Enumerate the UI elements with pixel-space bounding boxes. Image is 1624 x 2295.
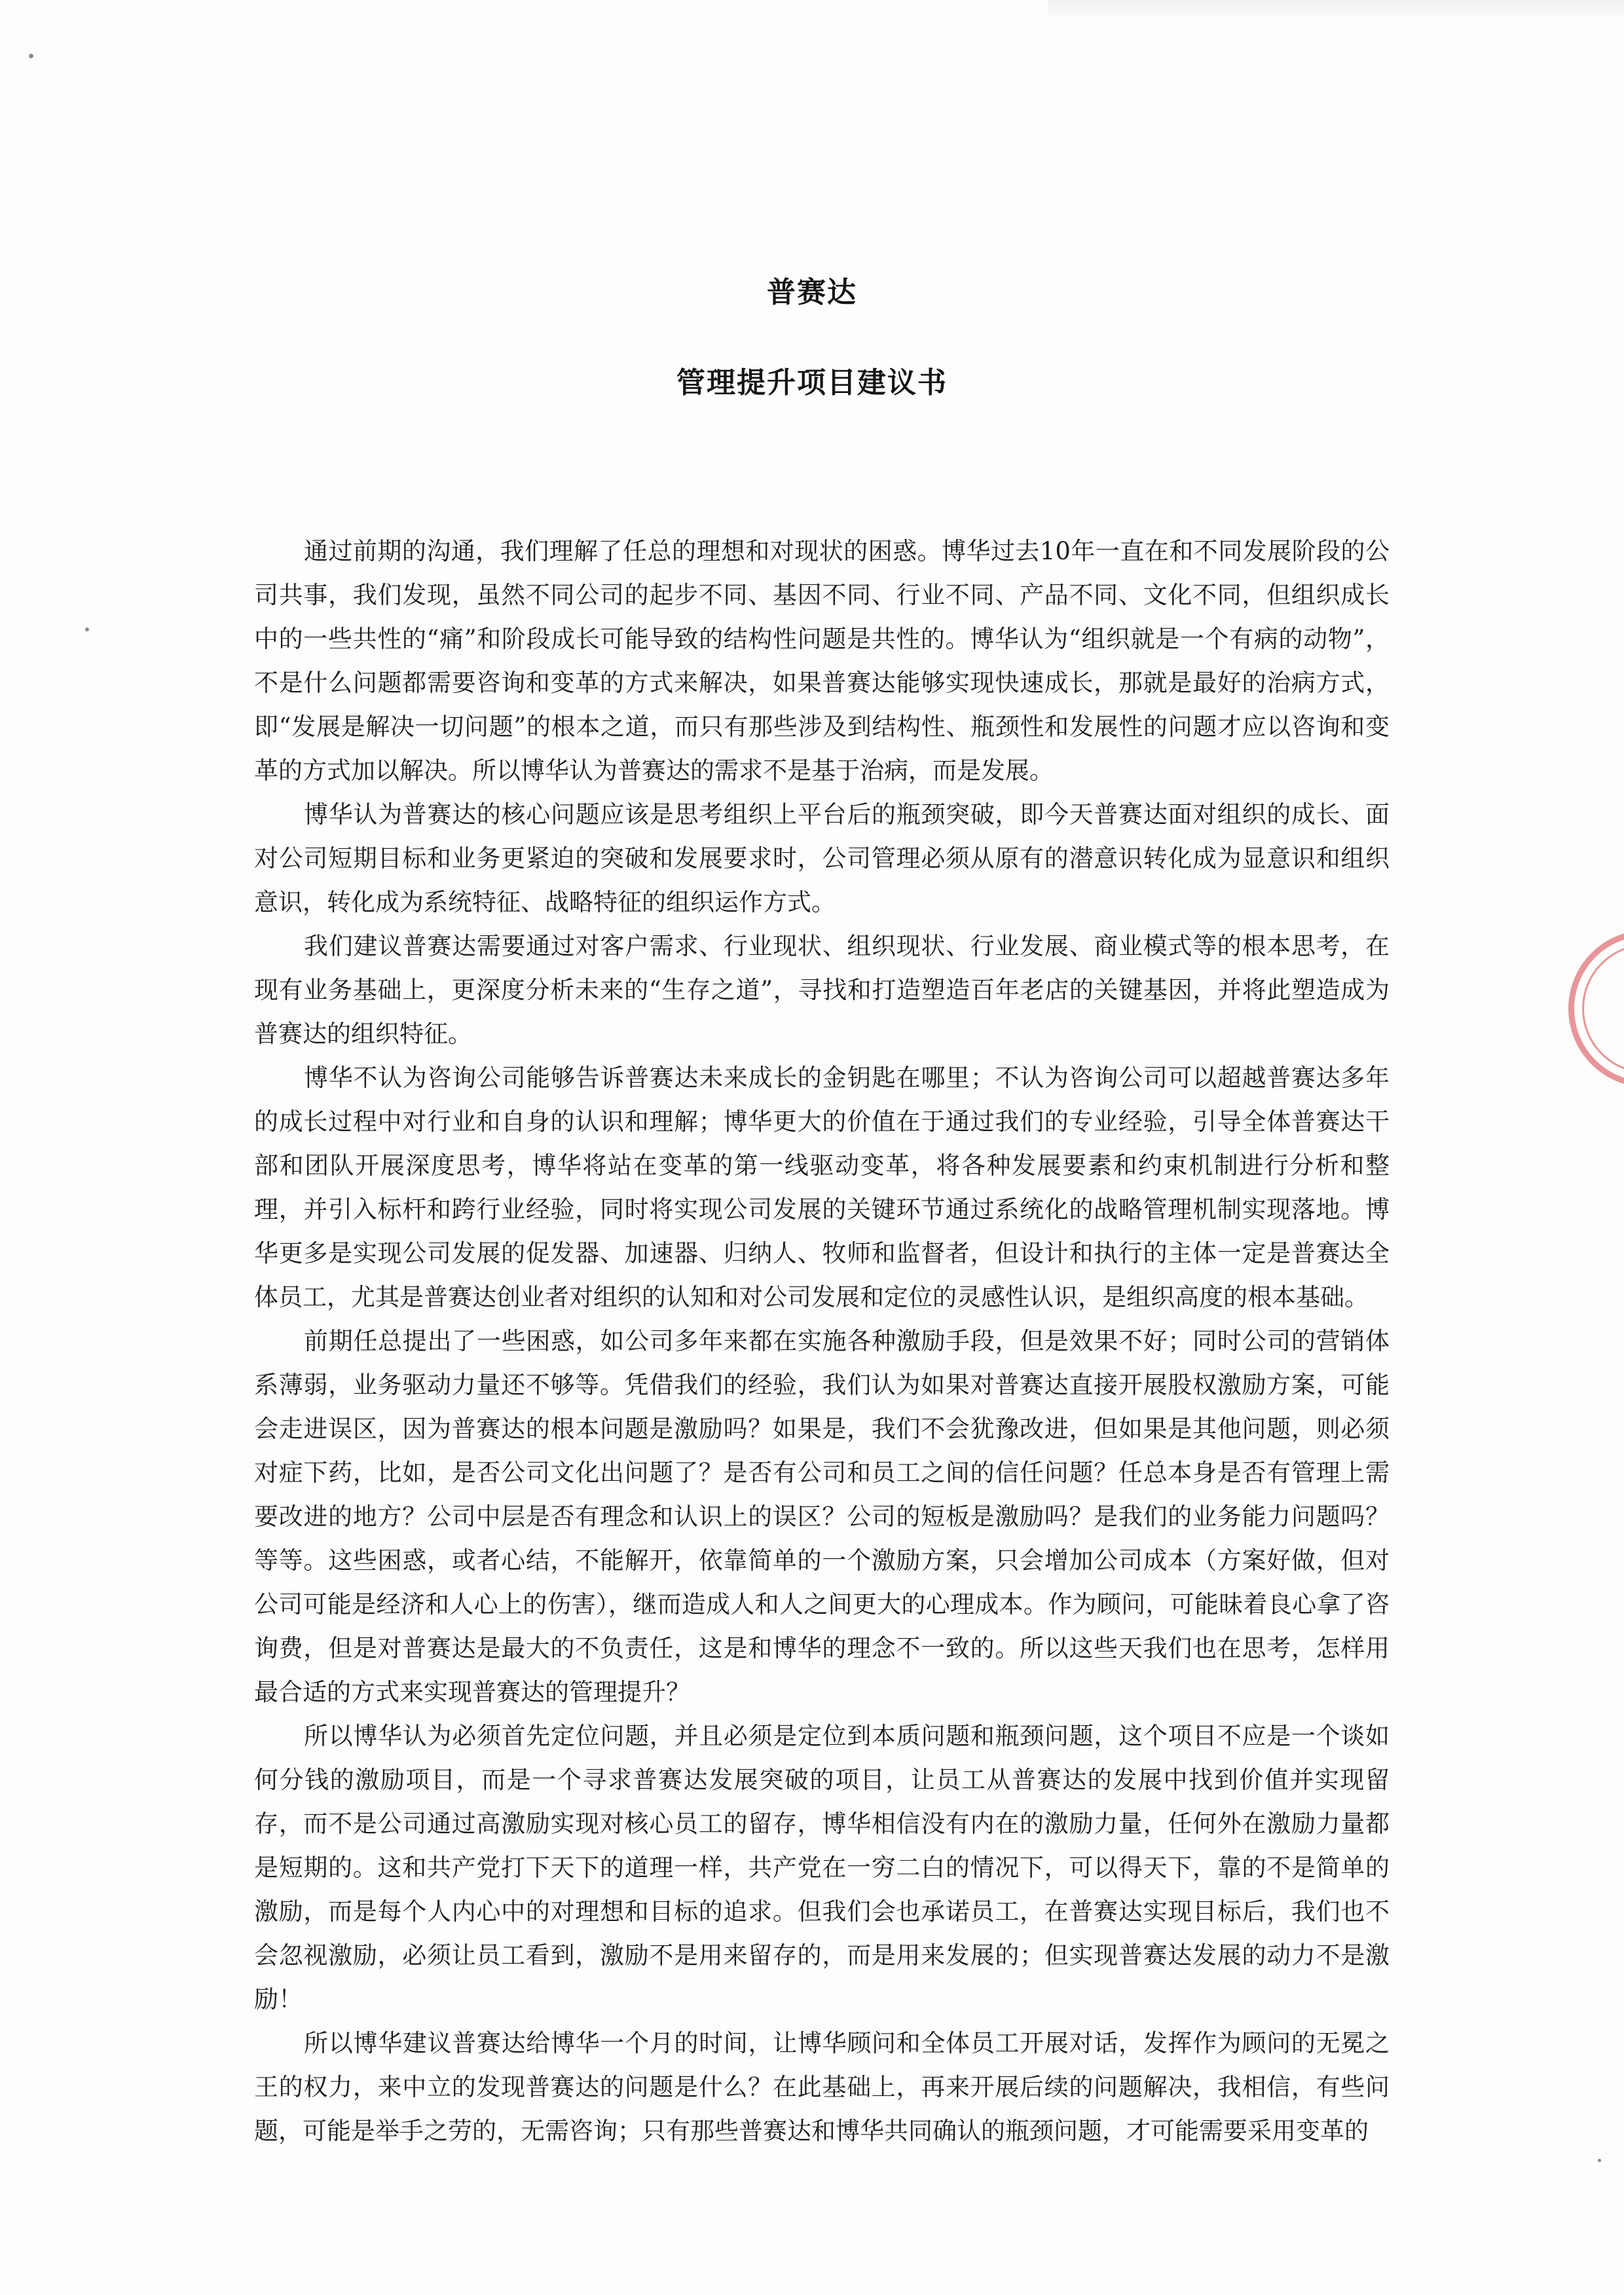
paragraph: 前期任总提出了一些困惑，如公司多年来都在实施各种激励手段，但是效果不好；同时公司的营销体系薄弱，业务驱动力量还不够等。凭借我们的经验，我们认为如果对普赛达直接开展股权激励方案，可能会走进误区，因为普赛达的根本问题是激励吗？如果是，我们不会犹豫改进，但如果是其他问题，则必须对症下药，比如，是否公司文化出问题了？是否有公司和员工之间的信任问题？任总本身是否有管理上需要改进的地方？公司中层是否有理念和认识上的误区？公司的短板是激励吗？是我们的业务能力问题吗？等等。这些困惑，或者心结，不能解开，依靠简单的一个激励方案，只会增加公司成本（方案好做，但对公司可能是经济和人心上的伤害），继而造成人和人之间更大的心理成本。作为顾问，可能昧着良心拿了咨询费，但是对普赛达是最大的不负责任，这是和博华的理念不一致的。所以这些天我们也在思考，怎样用最合适的方式来实现普赛达的管理提升？ [254, 1327, 1390, 1706]
document-body [254, 529, 1390, 2153]
red-seal-inner-ring [1582, 944, 1624, 1073]
scan-speck [29, 54, 33, 58]
paragraph: 我们建议普赛达需要通过对客户需求、行业现状、组织现状、行业发展、商业模式等的根本思考，在现有业务基础上，更深度分析未来的“生存之道”，寻找和打造塑造百年老店的关键基因，并将此塑造成为普赛达的组织特征。 [254, 932, 1390, 1048]
scan-shadow [1048, 0, 1624, 20]
scan-speck [1598, 2159, 1601, 2162]
paragraph: 通过前期的沟通，我们理解了任总的理想和对现状的困惑。博华过去10年一直在和不同发展阶段的公司共事，我们发现，虽然不同公司的起步不同、基因不同、行业不同、产品不同、文化不同，但组织成长中的一些共性的“痛”和阶段成长可能导致的结构性问题是共性的。博华认为“组织就是一个有病的动物”，不是什么问题都需要咨询和变革的方式来解决，如果普赛达能够实现快速成长，那就是最好的治病方式，即“发展是解决一切问题”的根本之道，而只有那些涉及到结构性、瓶颈性和发展性的问题才应以咨询和变革的方式加以解决。所以博华认为普赛达的需求不是基于治病，而是发展。 [254, 537, 1390, 785]
paragraph: 所以博华认为必须首先定位问题，并且必须是定位到本质问题和瓶颈问题，这个项目不应是一个谈如何分钱的激励项目，而是一个寻求普赛达发展突破的项目，让员工从普赛达的发展中找到价值并实现留存，而不是公司通过高激励实现对核心员工的留存，博华相信没有内在的激励力量，任何外在激励力量都是短期的。这和共产党打下天下的道理一样，共产党在一穷二白的情况下，可以得天下，靠的不是简单的激励，而是每个人内心中的对理想和目标的追求。但我们会也承诺员工，在普赛达实现目标后，我们也不会忽视激励，必须让员工看到，激励不是用来留存的，而是用来发展的；但实现普赛达发展的动力不是激励！ [254, 1722, 1390, 2013]
paragraph: 博华认为普赛达的核心问题应该是思考组织上平台后的瓶颈突破，即今天普赛达面对组织的成长、面对公司短期目标和业务更紧迫的突破和发展要求时，公司管理必须从原有的潜意识转化成为显意识和组织意识，转化成为系统特征、战略特征的组织运作方式。 [254, 800, 1390, 916]
paragraph: 博华不认为咨询公司能够告诉普赛达未来成长的金钥匙在哪里；不认为咨询公司可以超越普赛达多年的成长过程中对行业和自身的认识和理解；博华更大的价值在于通过我们的专业经验，引导全体普赛达干部和团队开展深度思考，博华将站在变革的第一线驱动变革，将各种发展要素和约束机制进行分析和整理，并引入标杆和跨行业经验，同时将实现公司发展的关键环节通过系统化的战略管理机制实现落地。博华更多是实现公司发展的促发器、加速器、归纳人、牧师和监督者，但设计和执行的主体一定是普赛达全体员工，尤其是普赛达创业者对组织的认知和对公司发展和定位的灵感性认识，是组织高度的根本基础。 [254, 1064, 1390, 1311]
document-title: 普赛达 [767, 276, 857, 309]
red-seal-stamp [1568, 930, 1624, 1087]
document-subtitle: 管理提升项目建议书 [676, 366, 948, 400]
scan-speck [85, 627, 89, 631]
paragraph: 所以博华建议普赛达给博华一个月的时间，让博华顾问和全体员工开展对话，发挥作为顾问的无冕之王的权力，来中立的发现普赛达的问题是什么？在此基础上，再来开展后续的问题解决，我相信，有些问题，可能是举手之劳的，无需咨询；只有那些普赛达和博华共同确认的瓶颈问题，才可能需要采用变革的 [254, 2029, 1390, 2145]
